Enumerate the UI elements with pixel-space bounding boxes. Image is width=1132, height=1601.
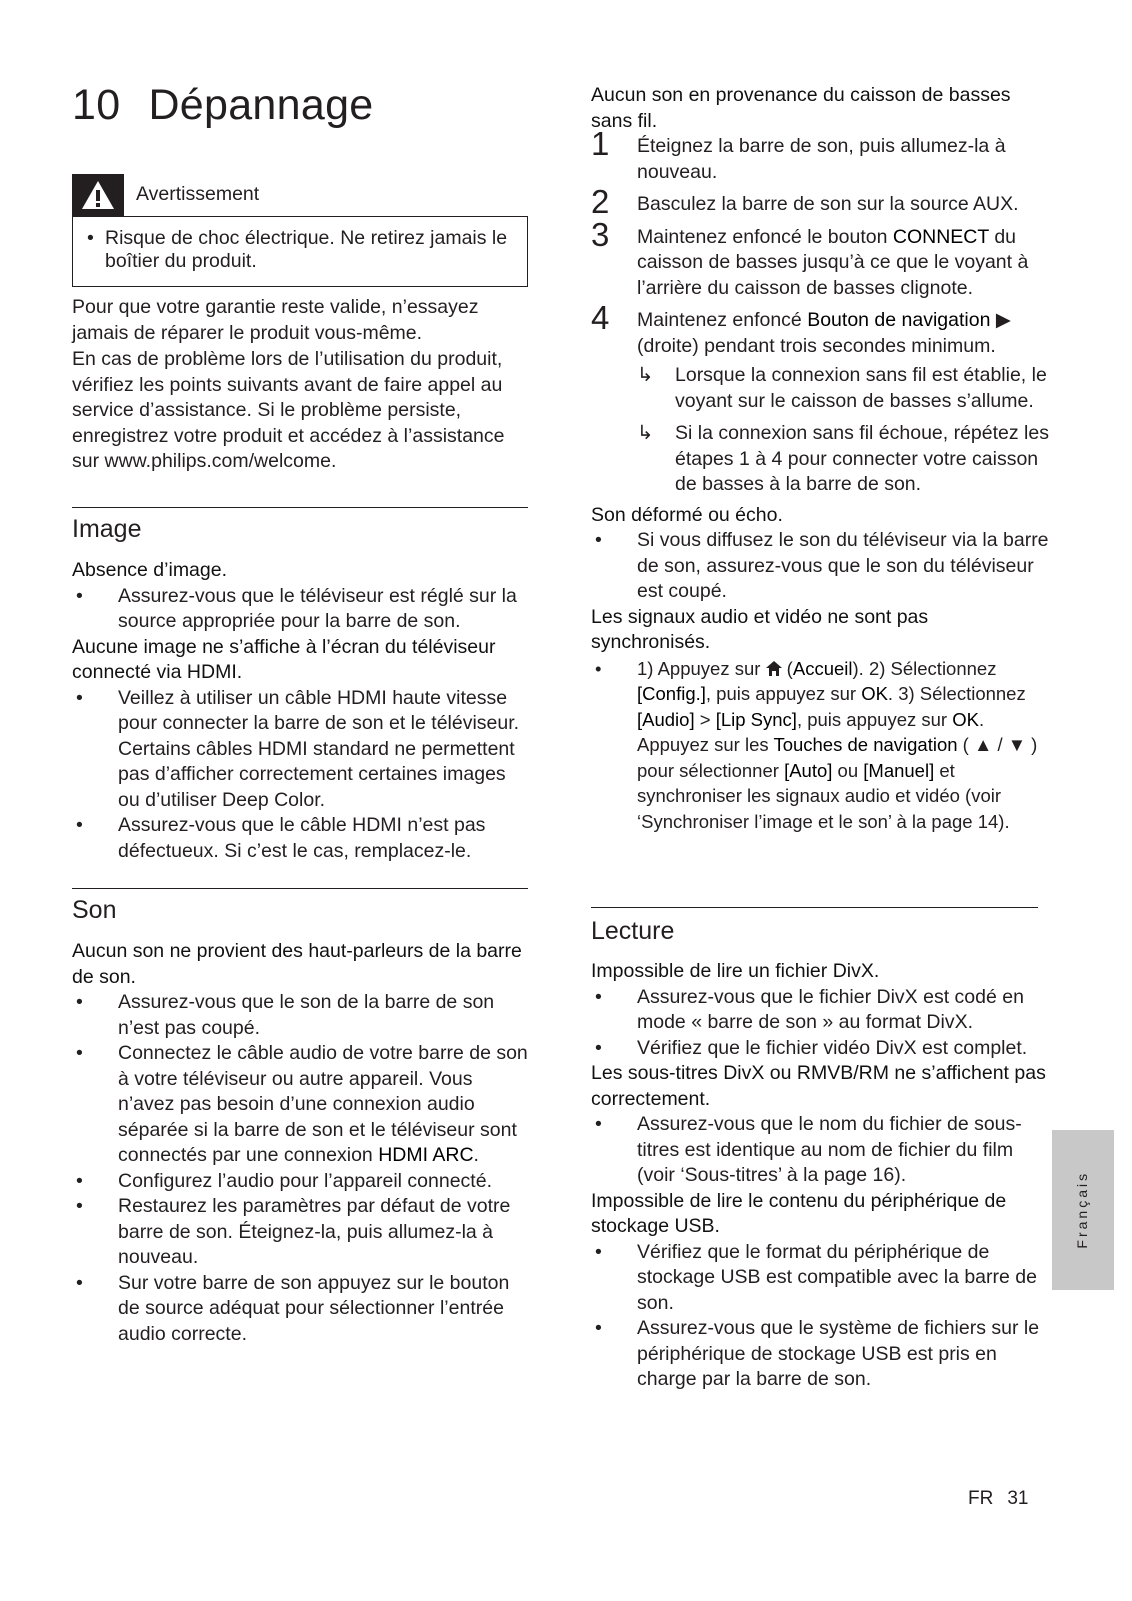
warning-box	[72, 174, 528, 287]
section-title-lecture: Lecture	[591, 917, 675, 945]
item-text: , puis appuyez sur	[705, 683, 862, 704]
chapter-title: Dépannage	[148, 81, 374, 129]
emphasis-text: OK	[861, 683, 888, 704]
issue-heading: Absence d’image.	[72, 559, 228, 581]
step-number: 2	[591, 183, 610, 220]
list-item: • Si vous diffusez le son du téléviseur via la barre de son, assurez-vous que le son du téléviseur est coupé.	[591, 528, 1051, 605]
result-arrow-icon: ↳	[637, 364, 654, 386]
warning-header	[72, 174, 528, 216]
emphasis-text: [Lip Sync]	[715, 708, 797, 730]
step-text: du caisson de basses jusqu’à ce que le voyant à l’arrière du caisson de basses clignote.	[637, 225, 1029, 299]
warning-item: • Risque de choc électrique. Ne retirez jamais le boîtier du produit.	[85, 227, 515, 273]
page-number: 31	[1007, 1488, 1029, 1509]
section-divider	[72, 507, 528, 508]
step-number: 1	[591, 125, 610, 162]
image-section-content	[72, 558, 532, 864]
warning-icon	[72, 174, 124, 216]
lecture-section-content	[591, 959, 1051, 1393]
result-item	[637, 421, 1051, 498]
up-arrow-icon: ▲	[974, 734, 993, 755]
step-text: Basculez la barre de son sur la source AUX.	[637, 193, 1019, 215]
intro-paragraph-1: Pour que votre garantie reste valide, n’essayez jamais de réparer le produit vous-même.	[72, 296, 479, 344]
result-text: Si la connexion sans fil échoue, répétez les étapes 1 à 4 pour connecter votre caisson de basses à la barre de son.	[675, 422, 1049, 495]
list-item: • Assurez-vous que le son de la barre de son n’est pas coupé.	[72, 990, 532, 1041]
step-text: Maintenez enfoncé	[637, 309, 808, 331]
section-divider	[72, 888, 528, 889]
item-text: /	[992, 734, 1008, 755]
emphasis-text: [Audio]	[637, 708, 695, 730]
item-text: . Appuyez sur les	[637, 708, 985, 755]
item-text: .	[473, 1144, 479, 1166]
emphasis-text: OK	[952, 708, 979, 730]
list-item: • Veillez à utiliser un câble HDMI haute vitesse pour connecter la barre de son et le téléviseur. Certains câbles HDMI standard ne permettent pas d’afficher correctement certaines images ou d’utiliser Deep Color.	[72, 686, 532, 814]
issue-heading: Aucun son ne provient des haut-parleurs de la barre de son.	[72, 940, 522, 988]
list-item: • Assurez-vous que le téléviseur est réglé sur la source appropriée pour la barre de son.	[72, 584, 532, 635]
emphasis-text: Touches de navigation	[773, 734, 958, 755]
list-item: • Vérifiez que le fichier vidéo DivX est complet.	[591, 1036, 1051, 1062]
step-text: Maintenez enfoncé le bouton	[637, 225, 893, 248]
item-text: Connectez le câble audio de votre barre de son à votre téléviseur ou autre appareil. Vous n’avez pas besoin d’une connexion audio séparée si la barre de son et le téléviseur sont connectés par une connexion	[118, 1042, 528, 1166]
issue-heading: Son déformé ou écho.	[591, 503, 783, 526]
chapter-number: 10	[72, 81, 121, 129]
issue-heading: Aucune image ne s’affiche à l’écran du téléviseur connecté via HDMI.	[72, 635, 496, 683]
result-item	[637, 363, 1051, 414]
emphasis-text: Accueil	[792, 657, 853, 679]
step-item	[591, 215, 1051, 302]
list-item: • Assurez-vous que le nom du fichier de sous-titres est identique au nom de fichier du film (voir ‘Sous-titres’ à la page 16).	[591, 1112, 1051, 1189]
step-item	[591, 299, 1051, 498]
step-number: 3	[591, 215, 610, 253]
item-text: , puis appuyez sur	[796, 708, 953, 730]
item-text: (	[957, 734, 974, 755]
step-text: Éteignez la barre de son, puis allumez-la à nouveau.	[637, 135, 1006, 183]
step-item	[591, 183, 1051, 220]
emphasis-text: Bouton de navigation	[807, 309, 991, 331]
step-number: 4	[591, 299, 610, 336]
result-arrow-icon: ↳	[637, 422, 654, 444]
son-section-content	[72, 939, 532, 1347]
item-text: 1) Appuyez sur	[637, 657, 766, 679]
item-text: et synchroniser les signaux audio et vidéo (voir ‘Synchroniser l’image et le son’ à la page 14).	[637, 759, 1010, 832]
right-arrow-icon: ▶	[995, 309, 1011, 331]
section-title-image: Image	[72, 515, 142, 543]
footer-language: FR	[968, 1488, 994, 1509]
language-tab	[1052, 1130, 1114, 1290]
emphasis-text: [Manuel]	[863, 759, 935, 781]
issue-heading: Impossible de lire un fichier DivX.	[591, 960, 880, 982]
warning-content	[72, 216, 528, 287]
issue-heading: Impossible de lire le contenu du périphérique de stockage USB.	[591, 1189, 1007, 1237]
down-arrow-icon: ▼	[1007, 734, 1027, 755]
item-text: >	[694, 708, 716, 730]
page-footer	[968, 1486, 1028, 1512]
item-text: ou	[832, 759, 864, 781]
issue-heading: Les sous-titres DivX ou RMVB/RM ne s’affichent pas correctement.	[591, 1062, 1046, 1110]
step-item	[591, 125, 1051, 185]
item-text: . 3) Sélectionnez	[887, 683, 1026, 704]
section-divider	[591, 907, 1038, 908]
home-icon	[766, 658, 782, 679]
item-text: ). 2) Sélectionnez	[852, 657, 997, 679]
list-item: • Assurez-vous que le système de fichiers sur le périphérique de stockage USB est pris en charge par la barre de son.	[591, 1316, 1051, 1393]
step-text: (droite) pendant trois secondes minimum.	[637, 334, 996, 357]
list-item: • Restaurez les paramètres par défaut de votre barre de son. Éteignez-la, puis allumez-la à nouveau.	[72, 1194, 532, 1271]
list-item: • Sur votre barre de son appuyez sur le bouton de source adéquat pour sélectionner l’entrée audio correcte.	[72, 1271, 532, 1348]
issue-heading: Les signaux audio et vidéo ne sont pas synchronisés.	[591, 605, 929, 653]
language-tab-label: Français	[1074, 1171, 1091, 1249]
result-text: Lorsque la connexion sans fil est établie, le voyant sur le caisson de basses s’allume.	[675, 364, 1047, 412]
intro-paragraph-2: En cas de problème lors de l’utilisation du produit, vérifiez les points suivants avant de faire appel au service d’assistance. Si le problème persiste, enregistrez votre produit et accédez à l’assistance sur www.philips.com/welcome.	[72, 348, 505, 472]
emphasis-text: CONNECT	[892, 225, 989, 248]
item-text: ) pour sélectionner	[637, 734, 1038, 781]
list-item	[72, 1041, 532, 1169]
item-text: (	[781, 657, 793, 679]
issue-heading: Aucun son en provenance du caisson de basses sans fil.	[591, 84, 1011, 132]
emphasis-text: [Auto]	[784, 759, 833, 781]
warning-title: Avertissement	[136, 183, 260, 206]
list-item	[591, 656, 1051, 835]
subwoofer-section	[591, 83, 1051, 834]
list-item: • Vérifiez que le format du périphérique de stockage USB est compatible avec la barre de son.	[591, 1240, 1051, 1317]
emphasis-text: HDMI ARC	[378, 1144, 474, 1166]
emphasis-text: [Config.]	[637, 683, 706, 704]
list-item: • Configurez l’audio pour l’appareil connecté.	[72, 1169, 532, 1195]
list-item: • Assurez-vous que le fichier DivX est codé en mode « barre de son » au format DivX.	[591, 985, 1051, 1036]
section-title-son: Son	[72, 896, 117, 924]
page-title	[72, 80, 374, 130]
list-item: • Assurez-vous que le câble HDMI n’est pas défectueux. Si c’est le cas, remplacez-le.	[72, 813, 532, 864]
